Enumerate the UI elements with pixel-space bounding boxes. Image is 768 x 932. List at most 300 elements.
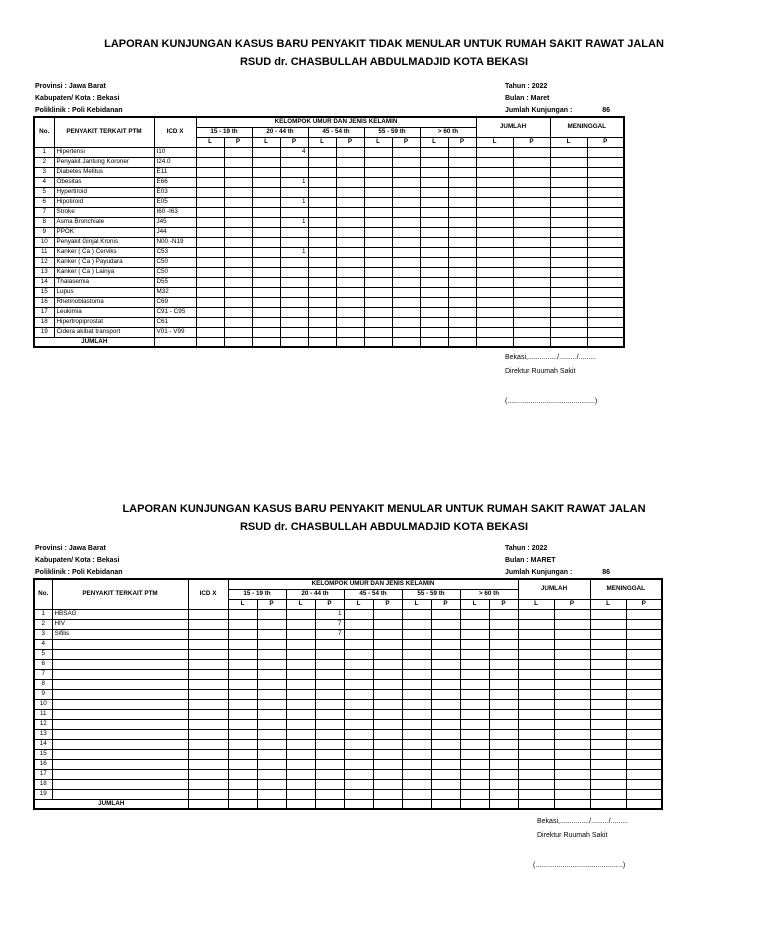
jumlah-row — [34, 799, 662, 809]
data-cell — [344, 749, 373, 759]
data-cell — [489, 639, 518, 649]
data-cell — [308, 237, 336, 247]
data-cell — [513, 147, 550, 157]
row-no: 15 — [34, 287, 54, 297]
jumlah-icd-cell — [154, 337, 196, 347]
header-disease: PENYAKIT TERKAIT PTM — [52, 579, 188, 609]
table-row — [34, 709, 662, 719]
jumlah-cell — [257, 799, 286, 809]
data-cell — [308, 297, 336, 307]
row-disease — [52, 719, 188, 729]
data-cell — [489, 649, 518, 659]
jumlah-cell — [196, 337, 224, 347]
data-cell — [373, 789, 402, 799]
row-no: 15 — [34, 749, 52, 759]
data-cell — [590, 679, 626, 689]
data-cell — [224, 247, 252, 257]
data-cell — [373, 779, 402, 789]
table-row — [34, 307, 624, 317]
row-no: 14 — [34, 277, 54, 287]
data-cell — [308, 227, 336, 237]
data-cell — [590, 669, 626, 679]
row-icd — [188, 659, 228, 669]
header-sex-label: L — [550, 137, 587, 147]
data-cell — [344, 759, 373, 769]
data-cell — [550, 317, 587, 327]
jumlah-cell — [224, 337, 252, 347]
data-cell — [373, 609, 402, 619]
data-cell — [257, 719, 286, 729]
data-cell — [344, 789, 373, 799]
table-row — [34, 267, 624, 277]
data-cell — [513, 227, 550, 237]
data-cell — [392, 327, 420, 337]
data-cell — [257, 749, 286, 759]
data-cell — [513, 157, 550, 167]
data-cell — [280, 167, 308, 177]
table-row — [34, 317, 624, 327]
data-cell — [590, 699, 626, 709]
data-cell — [257, 659, 286, 669]
data-cell — [476, 267, 513, 277]
row-no: 18 — [34, 779, 52, 789]
data-cell — [448, 227, 476, 237]
header-sex-label: L — [476, 137, 513, 147]
data-cell — [476, 187, 513, 197]
data-cell — [224, 237, 252, 247]
table-row — [34, 157, 624, 167]
row-disease: Thalasemia — [54, 277, 154, 287]
table-row — [34, 327, 624, 337]
data-cell — [228, 609, 257, 619]
data-cell — [626, 739, 662, 749]
data-cell — [587, 327, 624, 337]
table-row — [34, 769, 662, 779]
data-cell — [344, 659, 373, 669]
data-cell — [336, 317, 364, 327]
data-cell — [518, 629, 554, 639]
data-cell — [344, 699, 373, 709]
data-cell — [554, 679, 590, 689]
header-meninggal: MENINGGAL — [550, 117, 624, 137]
data-cell — [315, 769, 344, 779]
header-sex-label: P — [257, 599, 286, 609]
data-cell — [460, 609, 489, 619]
data-cell — [308, 187, 336, 197]
data-cell — [554, 649, 590, 659]
row-no: 10 — [34, 699, 52, 709]
data-cell — [513, 267, 550, 277]
data-cell — [196, 197, 224, 207]
report2-jumlah-kunjungan-label: Jumlah Kunjungan : — [505, 569, 573, 576]
header-sex-label: L — [228, 599, 257, 609]
data-cell — [550, 197, 587, 207]
data-cell — [336, 267, 364, 277]
data-cell — [626, 789, 662, 799]
table-row — [34, 789, 662, 799]
data-cell — [513, 307, 550, 317]
data-cell — [626, 719, 662, 729]
table-row — [34, 669, 662, 679]
data-cell — [550, 297, 587, 307]
jumlah-cell — [286, 799, 315, 809]
row-icd — [188, 629, 228, 639]
row-disease: Obesitas — [54, 177, 154, 187]
data-cell — [550, 247, 587, 257]
data-cell — [518, 779, 554, 789]
row-disease — [52, 729, 188, 739]
data-cell — [448, 147, 476, 157]
report1-kabupaten: Kabupaten/ Kota : Bekasi — [35, 95, 120, 102]
data-cell — [392, 267, 420, 277]
data-cell — [420, 147, 448, 157]
data-cell — [448, 247, 476, 257]
data-cell — [280, 257, 308, 267]
jumlah-cell — [550, 337, 587, 347]
data-cell — [476, 167, 513, 177]
data-cell — [626, 619, 662, 629]
data-cell — [402, 609, 431, 619]
report1-jumlah-kunjungan-value: 86 — [602, 107, 611, 114]
header-age-group: > 60 th — [460, 589, 518, 599]
data-cell — [252, 197, 280, 207]
data-cell — [626, 709, 662, 719]
data-cell — [280, 307, 308, 317]
header-sex-label: P — [224, 137, 252, 147]
report2-tahun: Tahun : 2022 — [505, 545, 548, 552]
row-no: 17 — [34, 769, 52, 779]
data-cell — [402, 629, 431, 639]
row-icd: V01 - V99 — [154, 327, 196, 337]
data-cell — [336, 217, 364, 227]
data-cell — [420, 257, 448, 267]
data-cell — [286, 719, 315, 729]
data-cell — [590, 779, 626, 789]
data-cell — [460, 649, 489, 659]
row-no: 1 — [34, 609, 52, 619]
data-cell — [448, 297, 476, 307]
data-cell — [420, 177, 448, 187]
data-cell — [431, 749, 460, 759]
row-no: 8 — [34, 679, 52, 689]
data-cell — [460, 729, 489, 739]
data-cell — [518, 639, 554, 649]
row-no: 6 — [34, 659, 52, 669]
data-cell — [448, 287, 476, 297]
data-cell — [315, 709, 344, 719]
row-disease: Kanker ( Ca ) Payudara — [54, 257, 154, 267]
data-cell — [420, 297, 448, 307]
row-no: 11 — [34, 709, 52, 719]
data-cell — [224, 317, 252, 327]
data-cell — [336, 147, 364, 157]
data-cell — [489, 689, 518, 699]
data-cell — [315, 729, 344, 739]
row-icd: D55 — [154, 277, 196, 287]
row-disease: PPOK — [54, 227, 154, 237]
data-cell — [373, 659, 402, 669]
data-cell — [224, 177, 252, 187]
data-cell: 4 — [280, 147, 308, 157]
table-row — [34, 227, 624, 237]
data-cell — [252, 217, 280, 227]
data-cell — [257, 629, 286, 639]
data-cell — [252, 187, 280, 197]
data-cell — [460, 749, 489, 759]
data-cell — [587, 317, 624, 327]
data-cell — [336, 177, 364, 187]
data-cell — [431, 699, 460, 709]
data-cell — [402, 769, 431, 779]
data-cell — [448, 157, 476, 167]
data-cell — [550, 267, 587, 277]
row-disease: Penyakit Jantung Koroner — [54, 157, 154, 167]
row-no: 13 — [34, 729, 52, 739]
row-icd: C50 — [154, 267, 196, 277]
data-cell — [286, 749, 315, 759]
report1-title-line2: RSUD dr. CHASBULLAH ABDULMADJID KOTA BEKASI — [239, 56, 529, 68]
data-cell — [550, 277, 587, 287]
data-cell — [518, 699, 554, 709]
data-cell — [308, 277, 336, 287]
data-cell — [587, 177, 624, 187]
header-age-group: 15 - 19 th — [228, 589, 286, 599]
data-cell — [489, 679, 518, 689]
data-cell — [626, 629, 662, 639]
data-cell — [257, 759, 286, 769]
row-no: 7 — [34, 207, 54, 217]
row-icd — [188, 749, 228, 759]
data-cell — [402, 619, 431, 629]
data-cell — [431, 779, 460, 789]
row-icd: J45 — [154, 217, 196, 227]
jumlah-cell — [364, 337, 392, 347]
data-cell — [224, 297, 252, 307]
data-cell — [224, 327, 252, 337]
data-cell — [431, 769, 460, 779]
data-cell — [402, 699, 431, 709]
data-cell — [224, 217, 252, 227]
row-no: 19 — [34, 789, 52, 799]
header-age-group: 20 - 44 th — [252, 127, 308, 137]
report1-signature-place: Bekasi,.............../........./......... — [505, 354, 597, 361]
row-no: 17 — [34, 307, 54, 317]
data-cell — [448, 187, 476, 197]
data-cell — [626, 639, 662, 649]
report2-jumlah-kunjungan-value: 86 — [602, 569, 611, 576]
data-cell — [460, 639, 489, 649]
data-cell — [420, 277, 448, 287]
row-disease: Stroke — [54, 207, 154, 217]
row-no: 16 — [34, 297, 54, 307]
data-cell — [196, 247, 224, 257]
data-cell — [590, 639, 626, 649]
data-cell — [257, 729, 286, 739]
data-cell — [336, 197, 364, 207]
data-cell — [286, 679, 315, 689]
data-cell — [224, 287, 252, 297]
data-cell — [554, 749, 590, 759]
data-cell — [228, 769, 257, 779]
jumlah-cell — [344, 799, 373, 809]
row-disease — [52, 649, 188, 659]
data-cell — [308, 257, 336, 267]
row-disease: Lupus — [54, 287, 154, 297]
row-no: 5 — [34, 649, 52, 659]
data-cell — [420, 327, 448, 337]
data-cell — [420, 197, 448, 207]
data-cell — [228, 709, 257, 719]
data-cell — [431, 719, 460, 729]
data-cell — [373, 629, 402, 639]
data-cell — [431, 729, 460, 739]
row-disease: Diabetes Melitus — [54, 167, 154, 177]
data-cell — [402, 749, 431, 759]
data-cell — [364, 287, 392, 297]
data-cell — [402, 719, 431, 729]
row-disease — [52, 739, 188, 749]
jumlah-cell — [513, 337, 550, 347]
data-cell — [228, 729, 257, 739]
header-sex-label: P — [373, 599, 402, 609]
data-cell — [286, 629, 315, 639]
report2-provinsi: Provinsi : Jawa Barat — [35, 545, 106, 552]
jumlah-cell — [448, 337, 476, 347]
row-icd: J44 — [154, 227, 196, 237]
report1-bulan: Bulan : Maret — [505, 95, 550, 102]
data-cell — [392, 147, 420, 157]
row-icd — [188, 619, 228, 629]
data-cell — [252, 177, 280, 187]
table-row — [34, 649, 662, 659]
data-cell — [402, 789, 431, 799]
data-cell — [228, 639, 257, 649]
data-cell — [513, 167, 550, 177]
data-cell — [513, 257, 550, 267]
report1-table — [33, 116, 625, 348]
data-cell — [308, 267, 336, 277]
jumlah-cell — [518, 799, 554, 809]
data-cell — [460, 619, 489, 629]
data-cell — [364, 167, 392, 177]
row-icd: E05 — [154, 197, 196, 207]
data-cell — [518, 619, 554, 629]
data-cell — [626, 769, 662, 779]
data-cell — [280, 267, 308, 277]
data-cell — [308, 197, 336, 207]
data-cell — [489, 719, 518, 729]
table-row — [34, 719, 662, 729]
data-cell — [224, 147, 252, 157]
header-group-title: KELOMPOK UMUR DAN JENIS KELAMIN — [196, 117, 476, 127]
data-cell — [373, 679, 402, 689]
data-cell — [257, 689, 286, 699]
data-cell — [626, 609, 662, 619]
data-cell — [489, 609, 518, 619]
data-cell — [364, 267, 392, 277]
data-cell — [336, 257, 364, 267]
data-cell — [196, 287, 224, 297]
report1-tahun: Tahun : 2022 — [505, 83, 548, 90]
data-cell — [518, 709, 554, 719]
data-cell — [315, 699, 344, 709]
row-icd — [188, 699, 228, 709]
data-cell — [280, 157, 308, 167]
row-no: 4 — [34, 639, 52, 649]
data-cell — [460, 709, 489, 719]
row-no: 8 — [34, 217, 54, 227]
row-no: 12 — [34, 257, 54, 267]
data-cell — [431, 669, 460, 679]
data-cell — [252, 307, 280, 317]
data-cell — [420, 287, 448, 297]
table-row — [34, 217, 624, 227]
data-cell — [587, 147, 624, 157]
data-cell — [476, 277, 513, 287]
header-icd: ICD X — [188, 579, 228, 609]
data-cell — [550, 307, 587, 317]
row-icd — [188, 609, 228, 619]
data-cell — [196, 237, 224, 247]
row-disease: Sifilis — [52, 629, 188, 639]
header-sex-label: L — [196, 137, 224, 147]
data-cell — [513, 247, 550, 257]
report1-signature — [505, 351, 596, 378]
data-cell — [364, 237, 392, 247]
data-cell — [518, 789, 554, 799]
jumlah-icd-cell — [188, 799, 228, 809]
row-no: 13 — [34, 267, 54, 277]
data-cell — [392, 257, 420, 267]
row-icd — [188, 759, 228, 769]
data-cell — [308, 167, 336, 177]
row-no: 3 — [34, 167, 54, 177]
data-cell — [550, 257, 587, 267]
report1-signature-nameline: (.............................................) — [505, 398, 598, 405]
data-cell — [252, 277, 280, 287]
row-icd: M32 — [154, 287, 196, 297]
data-cell — [196, 147, 224, 157]
data-cell — [402, 679, 431, 689]
data-cell — [420, 307, 448, 317]
data-cell — [460, 719, 489, 729]
data-cell — [489, 729, 518, 739]
row-disease: Hypertiroid — [54, 187, 154, 197]
header-sex-label: L — [364, 137, 392, 147]
data-cell — [550, 157, 587, 167]
data-cell — [228, 659, 257, 669]
data-cell — [489, 669, 518, 679]
data-cell — [228, 759, 257, 769]
data-cell — [344, 769, 373, 779]
data-cell — [308, 327, 336, 337]
data-cell — [550, 287, 587, 297]
data-cell — [364, 297, 392, 307]
data-cell — [336, 187, 364, 197]
data-cell — [448, 267, 476, 277]
data-cell — [228, 649, 257, 659]
data-cell — [518, 749, 554, 759]
data-cell — [550, 217, 587, 227]
row-no: 2 — [34, 619, 52, 629]
data-cell — [373, 639, 402, 649]
data-cell — [513, 217, 550, 227]
data-cell — [590, 729, 626, 739]
row-no: 9 — [34, 689, 52, 699]
data-cell — [308, 147, 336, 157]
data-cell — [513, 237, 550, 247]
data-cell — [257, 639, 286, 649]
